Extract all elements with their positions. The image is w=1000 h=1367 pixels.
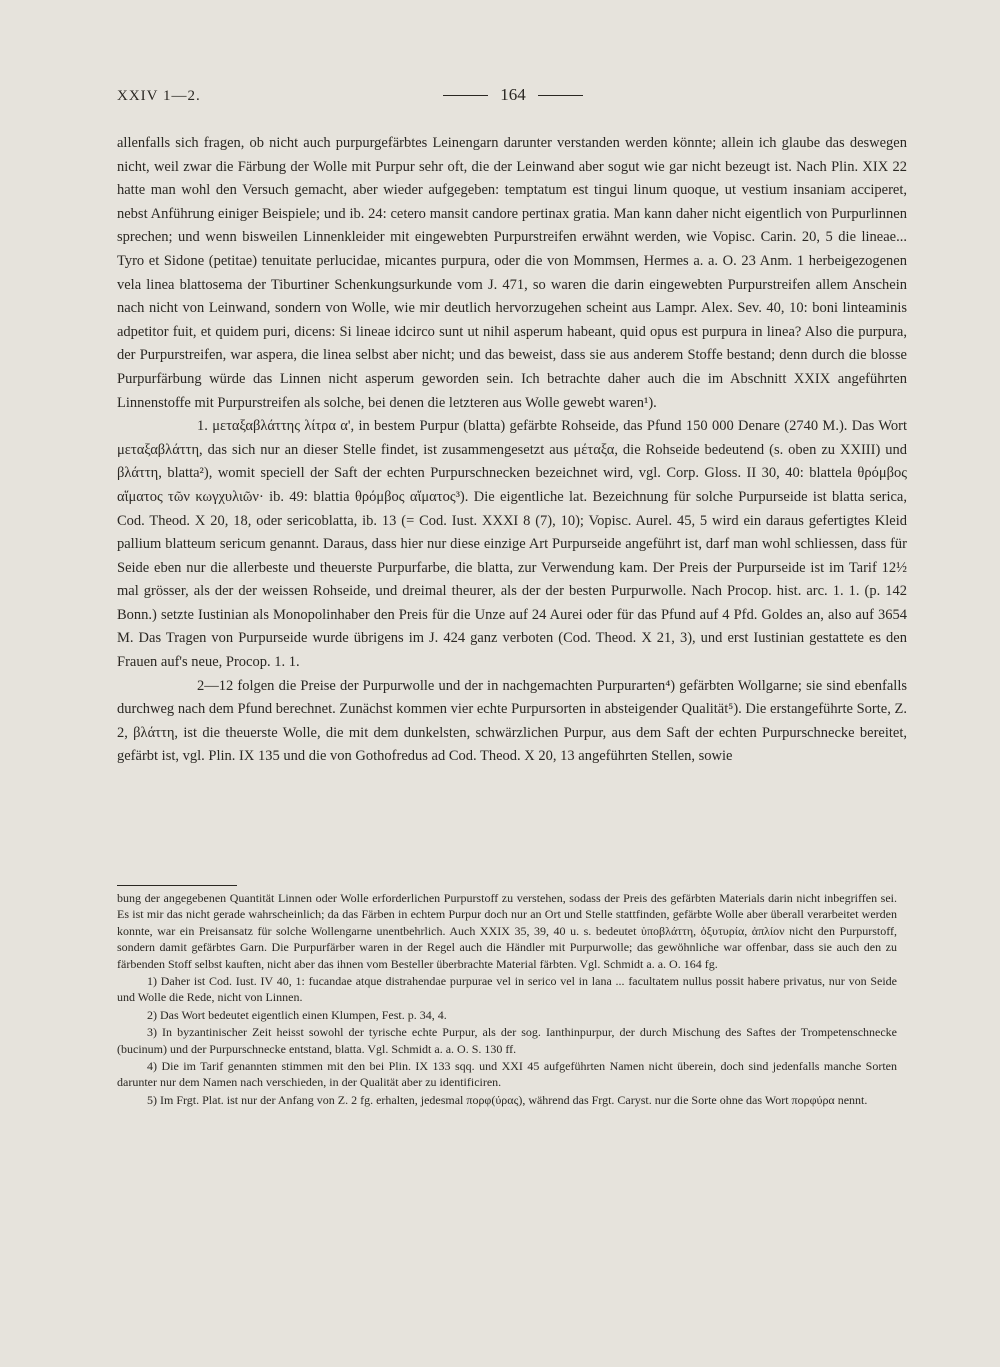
footnote-2: 2) Das Wort bedeutet eigentlich einen Klumpen, Fest. p. 34, 4.	[147, 1007, 447, 1022]
footnotes	[117, 890, 897, 1108]
paragraph-items-2-12: 2—12 folgen die Preise der Purpurwolle und der in nachgemachten Purpurarten⁴) gefärbten Wollgarne; sie sind ebenfalls durchweg nach dem Pfund berechnet. Zunächst kommen vier echte Purpursorten in absteigender Qualität⁵). Die erstangeführte Sorte, Z. 2, βλάττη, ist die theuerste Wolle, die mit dem dunkelsten, schwärzlichen Purpur, aus dem Saft der echten Purpurschnecke bereitet, gefärbt ist, vgl. Plin. IX 135 und die von Gothofredus ad Cod. Theod. X 20, 13 angeführten Stellen, sowie	[117, 677, 907, 765]
footnote-4: 4) Die im Tarif genannten stimmen mit den bei Plin. IX 133 sqq. und XXI 45 aufgeführten Namen nicht überein, doch sind jedenfalls manche Sorten darunter nur dem Namen nach verschieden, in der Qualität aber zu identificiren.	[117, 1059, 897, 1090]
page-number-header	[443, 85, 583, 105]
header-dash-right	[538, 95, 583, 96]
section-reference: XXIV 1—2.	[117, 88, 201, 104]
footnote-3: 3) In byzantinischer Zeit heisst sowohl der tyrische echte Purpur, als der sog. Ianthinpurpur, der durch Mischung des Saftes der Trompetenschnecke (bucinum) und der Purpurschnecke entstand, blatta. Vgl. Schmidt a. a. O. S. 130 ff.	[117, 1025, 897, 1056]
main-text	[117, 132, 907, 769]
page-number: 164	[500, 85, 526, 104]
paragraph-continuation: allenfalls sich fragen, ob nicht auch purpurgefärbtes Leinengarn darunter verstanden werden könnte; allein ich glaube das deswegen nicht, weil zwar die Färbung der Wolle mit Purpur sehr oft, die der Leinwand aber sogut wie gar nicht bezeugt ist. Nach Plin. XIX 22 hatte man wohl den Versuch gemacht, aber wieder aufgegeben: temptatum est tingui linum quoque, ut vestium insaniam acciperet, nebst Anführung einiger Beispiele; und ib. 24: cetero mansit candore pertinax gratia. Man kann daher nicht eigentlich von Purpurlinnen sprechen; und wenn bisweilen Linnenkleider mit eingewebten Purpurstreifen erwähnt werden, wie Vopisc. Carin. 20, 5 die lineae... Tyro et Sidone (petitae) tenuitate perlucidae, micantes purpura, oder die von Mommsen, Hermes a. a. O. 23 Anm. 1 herbeigezogenen vela linea blattosema der Tiburtiner Schenkungsurkunde vom J. 471, so waren die darin eingewebten Purpurstreifen allem Anschein nach nicht von Leinwand, sondern von Wolle, wie mir deutlich hervorzugehen scheint aus Lampr. Alex. Sev. 40, 10: boni linteaminis adpetitor fuit, et quidem puri, dicens: Si lineae idcirco sunt ut nihil asperum habeant, quid opus est purpura in linea? Also die purpura, der Purpurstreifen, war aspera, die linea selbst aber nicht; und das beweist, dass sie aus anderem Stoffe bestand; denn durch die blosse Purpurfärbung würde das Linnen nicht asperum geworden sein. Ich betrachte daher auch die im Abschnitt XXIX angeführten Linnenstoffe mit Purpurstreifen als solche, bei denen die letzteren aus Wolle gewebt waren¹).	[117, 135, 907, 411]
footnote-1: 1) Daher ist Cod. Iust. IV 40, 1: fucandae atque distrahendae purpurae vel in serico vel in lana ... facultatem nullus possit habere privatus, nur von Seide und Wolle die Rede, nicht von Linnen.	[117, 974, 897, 1005]
footnote-rule	[117, 885, 237, 886]
footnote-continuation: bung der angegebenen Quantität Linnen oder Wolle erforderlichen Purpurstoff zu verstehen, sodass der Preis des gefärbten Materials darin nicht inbegriffen sei. Es ist mir das nicht gerade wahrscheinlich; da das Färben in echtem Purpur doch nur an Ort und Stelle stattfinden, gefärbte Wolle aber überall verarbeitet werden konnte, war ein Preisansatz für solche Wollengarne unentbehrlich. Auch XXIX 35, 39, 40 u. s. bedeutet ὑποβλάττη, ὀξυτυρία, ἁπλίον nicht den Purpurstoff, sondern damit gefärbtes Garn. Die Purpurfärber waren in der Regel auch die Händler mit Purpurwolle; das gewöhnliche war offenbar, dass sie auch den zu färbenden Stoff selbst kauften, nicht aber das ihnen vom Besteller überbrachte Material färbten. Vgl. Schmidt a. a. O. 164 fg.	[117, 891, 897, 971]
footnote-5: 5) Im Frgt. Plat. ist nur der Anfang von Z. 2 fg. erhalten, jedesmal πορφ(ύρας), während das Frgt. Caryst. nur die Sorte ohne das Wort πορφύρα nennt.	[147, 1092, 868, 1107]
paragraph-item-1: 1. μεταξαβλάττης λίτρα α', in bestem Purpur (blatta) gefärbte Rohseide, das Pfund 150 000 Denare (2740 M.). Das Wort μεταξαβλάττη, das sich nur an dieser Stelle findet, ist zusammengesetzt aus μέταξα, die Rohseide bedeutend (s. oben zu XXIII) und βλάττη, blatta²), womit speciell der Saft der echten Purpurschnecken bezeichnet wird, vgl. Corp. Gloss. II 30, 40: blattela θρόμβος αἵματος τῶν κωγχυλιῶν· ib. 49: blattia θρόμβος αἵματος³). Die eigentliche lat. Bezeichnung für solche Purpurseide ist blatta serica, Cod. Theod. X 20, 18, oder sericoblatta, ib. 13 (= Cod. Iust. XXXI 8 (7), 10); Vopisc. Aurel. 45, 5 wird ein daraus gefertigtes Kleid pallium blatteum sericum genannt. Daraus, dass hier nur diese einzige Art Purpurseide angeführt ist, darf man wohl schliessen, dass für Seide eben nur die allerbeste und theuerste Purpurfarbe, die blatta, zur Verwendung kam. Der Preis der Purpurseide ist im Tarif 12½ mal grösser, als der der weissen Rohseide, und dreimal theurer, als der der besten Purpurwolle. Nach Procop. hist. arc. 1. 1. (p. 142 Bonn.) setzte Iustinian als Monopolinhaber den Preis für die Unze auf 24 Aurei oder für das Pfund auf 4 Pfd. Goldes an, also auf 3654 M. Das Tragen von Purpurseide wurde übrigens im J. 424 ganz verboten (Cod. Theod. X 21, 3), und erst Iustinian gestattete es den Frauen auf's neue, Procop. 1. 1.	[117, 418, 907, 671]
header-dash-left	[443, 95, 488, 96]
